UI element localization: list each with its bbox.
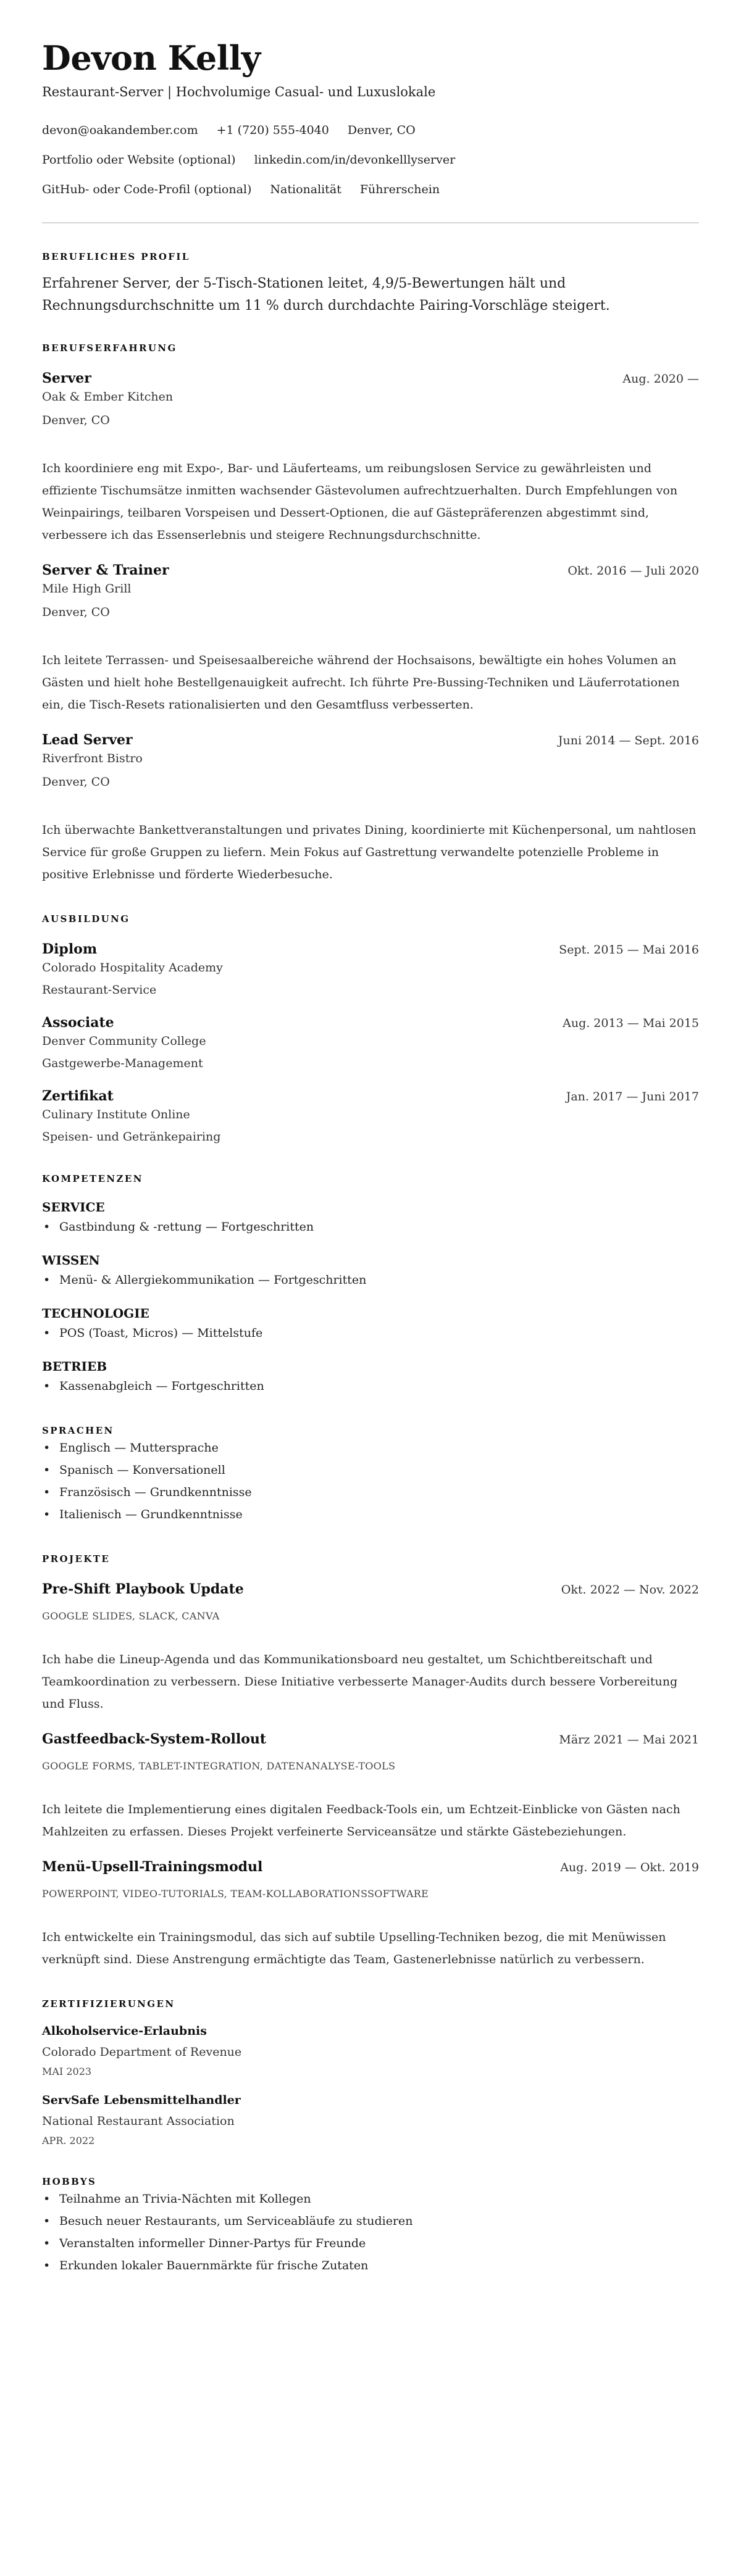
job-title: Lead Server bbox=[42, 732, 133, 748]
project-entry bbox=[42, 1580, 699, 1715]
project-description: Ich habe die Lineup-Agenda und das Kommunikationsboard neu gestaltet, um Schichtbereitschaft und Teamkoordination zu verbessern. Diese Initiative verbesserte Manager-Audits durch bessere Vorbereitung und Fluss. bbox=[42, 1653, 678, 1711]
certification-name: Alkoholservice-Erlaubnis bbox=[42, 2024, 207, 2038]
job-description: Ich überwachte Bankettveranstaltungen und privates Dining, koordinierte mit Küchenpersonal, um nahtlosen Service für große Gruppen zu liefern. Mein Fokus auf Gastrettung verwandelte potenzielle Probleme in positive Erlebnisse und förderte Wiederbesuche. bbox=[42, 823, 697, 881]
experience-entry bbox=[42, 561, 699, 716]
education-entry bbox=[42, 1087, 699, 1145]
hobby-item: • Teilnahme an Trivia-Nächten mit Kollegen bbox=[42, 2188, 699, 2210]
contact-github[interactable]: GitHub- oder Code-Profil (optional) bbox=[42, 183, 252, 196]
certification-date: APR. 2022 bbox=[42, 2135, 95, 2146]
section-projects bbox=[42, 1553, 699, 1971]
project-dates: März 2021 — Mai 2021 bbox=[559, 1733, 699, 1747]
degree: Zertifikat bbox=[42, 1088, 114, 1104]
job-dates: Juni 2014 — Sept. 2016 bbox=[558, 734, 699, 747]
section-languages bbox=[42, 1424, 699, 1526]
skill-item: • POS (Toast, Micros) — Mittelstufe bbox=[42, 1322, 699, 1344]
contact-phone[interactable]: +1 (720) 555-4040 bbox=[216, 123, 329, 137]
skill-group-title: WISSEN bbox=[42, 1253, 100, 1268]
section-hobbies bbox=[42, 2175, 699, 2277]
skill-item: • Gastbindung & -rettung — Fortgeschritten bbox=[42, 1216, 699, 1238]
contact-row-extra bbox=[42, 181, 699, 197]
skill-list bbox=[42, 1322, 699, 1344]
degree: Diplom bbox=[42, 941, 98, 957]
contact-drivers-license: Führerschein bbox=[359, 183, 440, 196]
field-of-study: Speisen- und Getränkepairing bbox=[42, 1130, 221, 1144]
section-title: KOMPETENZEN bbox=[42, 1173, 143, 1184]
experience-entry bbox=[42, 731, 699, 886]
candidate-name: Devon Kelly bbox=[42, 38, 261, 78]
job-description: Ich koordiniere eng mit Expo-, Bar- und Läuferteams, um reibungslosen Service zu gewährleisten und effiziente Tischumsätze inmitten wachsender Gästevolumen aufrechtzuerhalten. Durch Empfehlungen von Weinpairings, teilbaren Vorspeisen und Dessert-Optionen, die auf Gästepräferenzen abgestimmt sind, verbessere ich das Essenserlebnis und steigere Rechnungsdurchschnitte. bbox=[42, 462, 678, 542]
skill-list bbox=[42, 1269, 699, 1291]
section-title: ZERTIFIZIERUNGEN bbox=[42, 1998, 175, 2009]
job-location: Denver, CO bbox=[42, 775, 110, 789]
degree: Associate bbox=[42, 1015, 114, 1031]
job-company: Mile High Grill bbox=[42, 582, 132, 596]
certification-entry bbox=[42, 2092, 699, 2148]
section-experience bbox=[42, 342, 699, 886]
job-company: Oak & Ember Kitchen bbox=[42, 390, 174, 404]
contact-email[interactable]: devon@oakandember.com bbox=[42, 123, 198, 137]
education-entry bbox=[42, 940, 699, 999]
education-dates: Aug. 2013 — Mai 2015 bbox=[563, 1016, 699, 1030]
skill-list bbox=[42, 1216, 699, 1238]
section-skills bbox=[42, 1173, 699, 1397]
resume-header bbox=[42, 36, 699, 197]
hobby-item: • Erkunden lokaler Bauernmärkte für frische Zutaten bbox=[42, 2254, 699, 2277]
skill-item: • Menü- & Allergiekommunikation — Fortgeschritten bbox=[42, 1269, 699, 1291]
project-tools: GOOGLE SLIDES, SLACK, CANVA bbox=[42, 1610, 220, 1622]
education-dates: Sept. 2015 — Mai 2016 bbox=[559, 943, 699, 957]
project-tools: POWERPOINT, VIDEO-TUTORIALS, TEAM-KOLLABORATIONSSOFTWARE bbox=[42, 1888, 429, 1900]
skill-list bbox=[42, 1375, 699, 1397]
contact-nationality: Nationalität bbox=[270, 183, 341, 196]
contact-row-links bbox=[42, 152, 699, 168]
job-description: Ich leitete Terrassen- und Speisesaalbereiche während der Hochsaisons, bewältigte ein hohes Volumen an Gästen und hielt hohe Bestellgenauigkeit aufrecht. Ich führte Pre-Bussing-Techniken und Läuferrotationen ein, die Tisch-Resets rationalisierten und den Gesamtfluss verbesserten. bbox=[42, 654, 680, 712]
skill-group-title: SERVICE bbox=[42, 1200, 105, 1215]
contact-linkedin[interactable]: linkedin.com/in/devonkelllyserver bbox=[254, 153, 456, 167]
section-profile bbox=[42, 251, 699, 317]
project-dates: Okt. 2022 — Nov. 2022 bbox=[561, 1583, 699, 1597]
project-name: Menü-Upsell-Trainingsmodul bbox=[42, 1859, 263, 1875]
job-location: Denver, CO bbox=[42, 605, 110, 619]
certification-issuer: Colorado Department of Revenue bbox=[42, 2045, 242, 2059]
language-item: • Italienisch — Grundkenntnisse bbox=[42, 1503, 699, 1526]
certification-date: MAI 2023 bbox=[42, 2066, 92, 2077]
certification-issuer: National Restaurant Association bbox=[42, 2114, 235, 2128]
hobby-item: • Besuch neuer Restaurants, um Serviceabläufe zu studieren bbox=[42, 2210, 699, 2232]
project-dates: Aug. 2019 — Okt. 2019 bbox=[560, 1861, 699, 1874]
school: Culinary Institute Online bbox=[42, 1108, 190, 1121]
job-location: Denver, CO bbox=[42, 413, 110, 427]
project-description: Ich entwickelte ein Trainingsmodul, das sich auf subtile Upselling-Techniken bezog, die mit Menüwissen verknüpft sind. Diese Anstrengung ermächtigte das Team, Gastenerlebnisse natürlich zu verbessern. bbox=[42, 1930, 666, 1966]
education-entry bbox=[42, 1013, 699, 1072]
contact-location: Denver, CO bbox=[347, 123, 416, 137]
certification-name: ServSafe Lebensmittelhandler bbox=[42, 2093, 241, 2107]
candidate-headline: Restaurant-Server | Hochvolumige Casual- und Luxuslokale bbox=[42, 85, 436, 99]
field-of-study: Gastgewerbe-Management bbox=[42, 1057, 203, 1070]
section-title: AUSBILDUNG bbox=[42, 913, 130, 924]
project-entry bbox=[42, 1730, 699, 1843]
section-certifications bbox=[42, 1998, 699, 2148]
language-item: • Englisch — Muttersprache bbox=[42, 1437, 699, 1459]
certification-entry bbox=[42, 2022, 699, 2079]
header-divider bbox=[42, 222, 699, 223]
job-dates: Okt. 2016 — Juli 2020 bbox=[567, 564, 699, 578]
skill-group-title: TECHNOLOGIE bbox=[42, 1306, 149, 1321]
language-item: • Spanisch — Konversationell bbox=[42, 1459, 699, 1481]
education-dates: Jan. 2017 — Juni 2017 bbox=[566, 1090, 699, 1103]
project-tools: GOOGLE FORMS, TABLET-INTEGRATION, DATENANALYSE-TOOLS bbox=[42, 1760, 396, 1772]
language-list bbox=[42, 1437, 699, 1526]
skill-item: • Kassenabgleich — Fortgeschritten bbox=[42, 1375, 699, 1397]
section-title: SPRACHEN bbox=[42, 1425, 114, 1436]
experience-entry bbox=[42, 369, 699, 546]
contact-row-primary bbox=[42, 122, 699, 138]
section-title: BERUFSERFAHRUNG bbox=[42, 343, 177, 354]
section-title: BERUFLICHES PROFIL bbox=[42, 251, 190, 262]
project-description: Ich leitete die Implementierung eines digitalen Feedback-Tools ein, um Echtzeit-Einblicke von Gästen nach Mahlzeiten zu erfassen. Dieses Projekt verfeinerte Serviceansätze und stärkte Gästebeziehungen. bbox=[42, 1803, 680, 1839]
section-title: HOBBYS bbox=[42, 2176, 97, 2187]
school: Colorado Hospitality Academy bbox=[42, 961, 223, 974]
job-dates: Aug. 2020 — bbox=[622, 372, 699, 386]
hobby-list bbox=[42, 2188, 699, 2277]
section-title: PROJEKTE bbox=[42, 1553, 111, 1564]
profile-summary: Erfahrener Server, der 5-Tisch-Stationen leitet, 4,9/5-Bewertungen hält und Rechnungsdurchschnitte um 11 % durch durchdachte Pairing-Vorschläge steigert. bbox=[42, 276, 610, 314]
language-item: • Französisch — Grundkenntnisse bbox=[42, 1481, 699, 1503]
job-title: Server bbox=[42, 370, 91, 386]
hobby-item: • Veranstalten informeller Dinner-Partys für Freunde bbox=[42, 2232, 699, 2254]
school: Denver Community College bbox=[42, 1034, 206, 1048]
job-title: Server & Trainer bbox=[42, 562, 169, 578]
contact-portfolio[interactable]: Portfolio oder Website (optional) bbox=[42, 153, 236, 167]
field-of-study: Restaurant-Service bbox=[42, 983, 157, 997]
project-name: Gastfeedback-System-Rollout bbox=[42, 1731, 267, 1747]
project-name: Pre-Shift Playbook Update bbox=[42, 1581, 244, 1597]
skill-group-title: BETRIEB bbox=[42, 1359, 107, 1374]
job-company: Riverfront Bistro bbox=[42, 752, 143, 765]
section-education bbox=[42, 913, 699, 1145]
project-entry bbox=[42, 1858, 699, 1971]
